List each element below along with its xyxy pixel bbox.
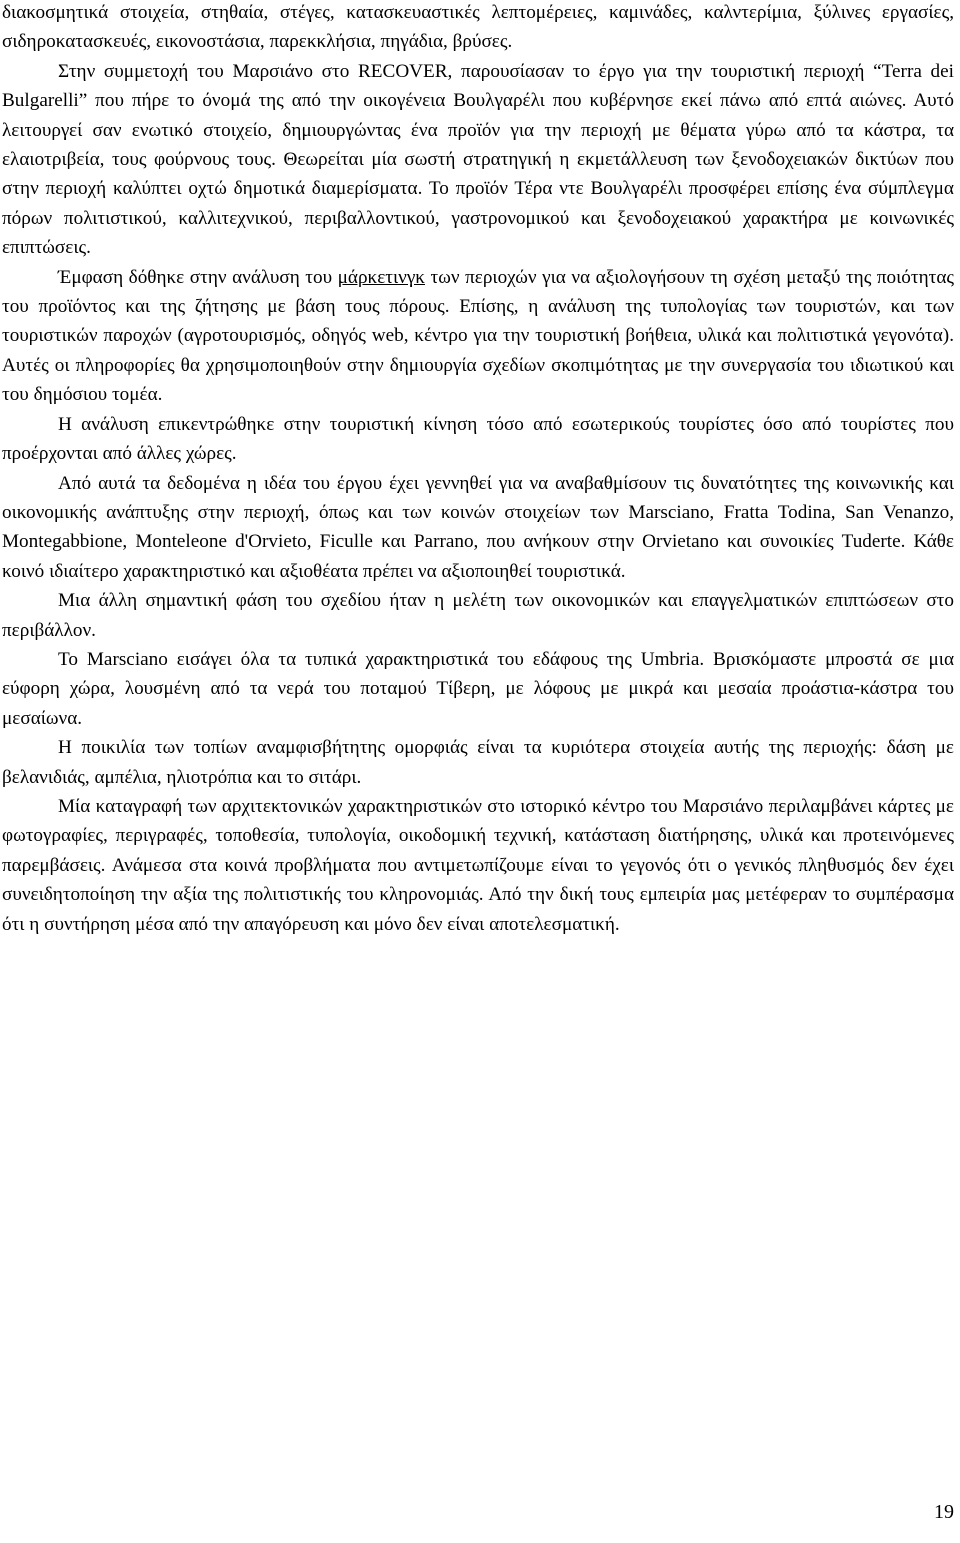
- paragraph: [2, 733, 954, 792]
- paragraph-text: Η ανάλυση επικεντρώθηκε στην τουριστική κίνηση τόσο από εσωτερικούς τουρίστες όσο από τουρίστες που προέρχονται από άλλες χώρες.: [2, 413, 954, 465]
- paragraph-text: των περιοχών για να αξιολογήσουν τη σχέση μεταξύ της ποιότητας του προϊόντος και της ζήτησης με βάση τους πόρους. Επίσης, η ανάλυση της τυπολογίας των τουριστών, και των τουριστικών παροχών (αγροτουρισμός, οδηγός web, κέντρο για την τουριστική βοήθεια, υλικά και πολιτιστικά γεγονότα). Αυτές οι πληροφορίες θα χρησιμοποιηθούν στην δημιουργία σχεδίων σκοπιμότητας με την συνεργασία του ιδιωτικού και του δημόσιου τομέα.: [2, 266, 954, 406]
- paragraph: [2, 792, 954, 939]
- paragraph-text: Το Marsciano εισάγει όλα τα τυπικά χαρακτηριστικά του εδάφους της Umbria. Βρισκόμαστε μπροστά σε μια εύφορη χώρα, λουσμένη από τα νερά του ποταμού Τίβερη, με λόφους με μικρά και μεσαία προάστια-κάστρα του μεσαίωνα.: [2, 648, 954, 729]
- paragraph-text: Έμφαση δόθηκε στην ανάλυση του: [58, 266, 338, 288]
- paragraph: [2, 57, 954, 263]
- paragraph: [2, 0, 954, 57]
- paragraph-text: Στην συμμετοχή του Μαρσιάνο στο RECOVER, παρουσίασαν το έργο για την τουριστική περιοχή “Terra dei Bulgarelli” που πήρε το όνομά της από την οικογένεια Βουλγαρέλι που κυβέρνησε εκεί πάνω από επτά αιώνες. Αυτό λειτουργεί σαν ενωτικό στοιχείο, δημιουργώντας ένα προϊόν για την περιοχή με θέματα γύρω από τα κάστρα, τα ελαιοτριβεία, τους φούρνους τους. Θεωρείται μία σωστή στρατηγική η εκμετάλλευση των ξενοδοχειακών δικτύων που στην περιοχή καλύπτει οχτώ δημοτικά διαμερίσματα. Το προϊόν Τέρα ντε Βουλγαρέλι προσφέρει επίσης ένα σύμπλεγμα πόρων πολιτιστικού, καλλιτεχνικού, περιβαλλοντικού, γαστρονομικού και ξενοδοχειακού χαρακτήρα με κοινωνικές επιπτώσεις.: [2, 60, 954, 259]
- paragraph: [2, 586, 954, 645]
- paragraph-text: Η ποικιλία των τοπίων αναμφισβήτητης ομορφιάς είναι τα κυριότερα στοιχεία αυτής της περιοχής: δάση με βελανιδιάς, αμπέλια, ηλιοτρόπια και το σιτάρι.: [2, 737, 954, 788]
- page-number: 19: [934, 1501, 954, 1523]
- paragraph: [2, 645, 954, 733]
- paragraph-text: Μία καταγραφή των αρχιτεκτονικών χαρακτηριστικών στο ιστορικό κέντρο του Μαρσιάνο περιλαμβάνει κάρτες με φωτογραφίες, περιγραφές, τοποθεσία, τυπολογία, οικοδομική τεχνική, κατάσταση διατήρησης, υλικά και προτεινόμενες παρεμβάσεις. Ανάμεσα στα κοινά προβλήματα που αντιμετωπίζουμε είναι το γεγονός ότι ο γενικός πληθυσμός δεν έχει συνειδητοποίηση την αξία της πολιτιστικής του κληρονομιάς. Από την δική τους εμπειρία μας μετέφεραν το συμπέρασμα ότι η συντήρηση μέσα από την απαγόρευση και μόνο δεν είναι αποτελεσματική.: [2, 795, 954, 935]
- paragraph: [2, 263, 954, 410]
- paragraph-text: Από αυτά τα δεδομένα η ιδέα του έργου έχει γεννηθεί για να αναβαθμίσουν τις δυνατότητες της κοινωνικής και οικονομικής ανάπτυξης στην περιοχή, όπως και των κοινών στοιχείων των Marsciano, Fratta Todina, San Venanzo, Montegabbione, Monteleone d'Orvieto, Ficulle και Parrano, που ανήκουν στην Orvietano και συνοικίες Tuderte. Κάθε κοινό ιδιαίτερο χαρακτηριστικό και αξιοθέατα πρέπει να αξιοποιηθεί τουριστικά.: [2, 472, 954, 582]
- body-text: [2, 0, 954, 939]
- paragraph-text: Μια άλλη σημαντική φάση του σχεδίου ήταν η μελέτη των οικονομικών και επαγγελματικών επιπτώσεων στο περιβάλλον.: [2, 590, 954, 641]
- paragraph: [2, 410, 954, 469]
- paragraph-text: διακοσμητικά στοιχεία, στηθαία, στέγες, κατασκευαστικές λεπτομέρειες, καμινάδες, καλντερίμια, ξύλινες εργασίες, σιδηροκατασκευές, εικονοστάσια, παρεκκλήσια, πηγάδια, βρύσες.: [2, 2, 954, 53]
- underlined-term: μάρκετινγκ: [337, 266, 425, 288]
- paragraph: [2, 469, 954, 587]
